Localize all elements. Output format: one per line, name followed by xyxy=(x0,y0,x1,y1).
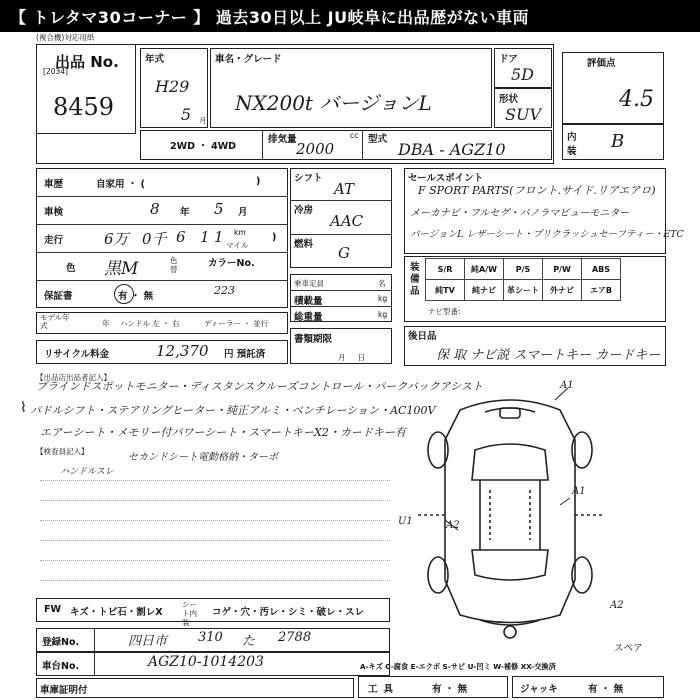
store-note-line-2: パドルシフト・ステアリングヒーター・純正アルミ・ベンチレーション・AC100V xyxy=(30,404,436,417)
sales-point-label: セールスポイント xyxy=(408,173,484,184)
diagram-mark-4: A2 xyxy=(610,600,624,611)
detail-row-line-1 xyxy=(36,196,288,197)
papers-unit: 月日 xyxy=(338,353,377,362)
jack-label: ジャッキ xyxy=(520,684,558,695)
history-close: ) xyxy=(256,176,261,187)
warranty-label: 保証書 xyxy=(44,291,73,302)
color-code-label: カラーNo. xyxy=(208,258,255,269)
middle-line-1 xyxy=(290,200,392,201)
shift-value: AT xyxy=(334,180,355,198)
registration-area: 四日市 xyxy=(128,634,168,649)
sub-note: (複合機)対応用紙 xyxy=(36,33,95,42)
recycle-value: 12,370 xyxy=(156,342,209,360)
inspection-year: 8 xyxy=(150,200,160,218)
lot-label: 出品 No. xyxy=(55,53,119,71)
load-unit: kg xyxy=(378,294,388,303)
chassis-label: 車台No. xyxy=(42,661,80,672)
color-change-label: 色替 xyxy=(170,256,178,274)
mileage-ichi: 1 xyxy=(214,228,224,246)
mileage-close: ) xyxy=(272,232,277,243)
displacement-unit: cc xyxy=(350,131,359,140)
car-damage-diagram xyxy=(400,380,620,642)
fw-label: FW xyxy=(44,604,61,615)
drive-label: 2WD ・ 4WD xyxy=(170,141,237,152)
sales-point-line-3: バージョンL レザーシート・プリクラッシュセーフティー・ETC xyxy=(410,229,684,240)
equip-alloy-wheels: 純A/W xyxy=(465,259,504,280)
store-note-line-4: セカンドシート電動格納・ターボ xyxy=(128,452,278,463)
diagram-mark-3: A2 xyxy=(446,520,460,531)
recycle-label: リサイクル料金 xyxy=(44,349,110,360)
note-line-2 xyxy=(40,500,390,501)
inspection-label: 車検 xyxy=(44,207,64,218)
registration-kana: た xyxy=(242,634,256,649)
lot-box xyxy=(36,44,136,134)
model-year-unit: 年 xyxy=(102,319,110,328)
equip-ext-navi: 外ナビ xyxy=(543,280,582,301)
later-items-value: 保 取 ナビ説 スマートキー カードキー xyxy=(436,348,661,363)
damage-legend: A-キズ C-腐食 E-エクボ S-サビ U-凹ミ W-補修 XX-交換済 xyxy=(360,662,556,671)
navi-model-label: ナビ型番: xyxy=(428,307,461,316)
recycle-unit: 円 預託済 xyxy=(224,349,266,360)
note-line-5 xyxy=(40,560,390,561)
color-value: 黒M xyxy=(104,259,139,279)
note-line-4 xyxy=(40,540,390,541)
equip-sunroof: S/R xyxy=(426,259,465,280)
car-name-box xyxy=(210,48,492,128)
registration-label: 登録No. xyxy=(42,637,80,648)
body-type-label: 形状 xyxy=(499,94,519,105)
note-line-1 xyxy=(40,480,390,481)
banner-text: 【 トレタマ30コーナー 】 過去30日以上 JU岐阜に出品歴がない車両 xyxy=(10,7,530,27)
year-box xyxy=(140,48,208,128)
diagram-mark-1: A1 xyxy=(560,380,574,391)
inspector-notes-label: 【検査員記入】 xyxy=(36,447,89,456)
equip-power-steering: P/S xyxy=(504,259,543,280)
warranty-options: 有 ・ 無 xyxy=(118,291,154,302)
spec-divider-2 xyxy=(362,130,363,160)
inspection-month-unit: 月 xyxy=(238,207,248,218)
detail-row-line-2 xyxy=(36,224,288,225)
displacement-value: 2000 xyxy=(296,140,335,158)
equip-power-windows: P/W xyxy=(543,259,582,280)
year-era: H29 xyxy=(155,77,190,96)
sales-point-line-1: F SPORT PARTS(フロント.サイド.リアエアロ) xyxy=(418,184,656,197)
aircon-value: AAC xyxy=(330,212,364,230)
equip-abs: ABS xyxy=(582,259,621,280)
model-year-label: モデル年式 xyxy=(40,313,70,330)
fuel-value: G xyxy=(338,244,350,262)
capacity-unit: 名 xyxy=(378,279,386,288)
mileage-ju: 1 xyxy=(200,228,210,246)
inspection-month: 5 xyxy=(214,200,224,218)
model-year-dealer: ディーラー ・ 並行 xyxy=(204,319,269,328)
mileage-unit-km: km xyxy=(234,228,246,237)
interior-value: B xyxy=(611,131,625,152)
interior-box xyxy=(562,124,664,160)
garage-cert-label: 車庫証明付 xyxy=(40,685,88,696)
history-label: 車歴 xyxy=(44,179,64,190)
year-label: 年式 xyxy=(145,54,165,65)
inspector-notes-value: ハンドルスレ xyxy=(60,467,114,477)
mileage-hyaku: 6 xyxy=(176,228,186,246)
fw-items: キズ・トビ石・割レX xyxy=(70,607,163,618)
weight-line-1 xyxy=(290,290,392,291)
equipment-table xyxy=(425,258,621,301)
body-type-value: SUV xyxy=(505,105,541,124)
spec-divider-1 xyxy=(262,130,263,160)
car-name-label: 車名・グレード xyxy=(215,54,282,65)
capacity-label: 乗車定員 xyxy=(294,279,324,288)
jack-options: 有 ・ 無 xyxy=(588,684,624,695)
papers-label: 書類期限 xyxy=(294,334,333,345)
registration-class: 310 xyxy=(198,630,223,645)
color-label: 色 xyxy=(66,263,76,274)
registration-number: 2788 xyxy=(278,630,312,645)
gross-weight-unit: kg xyxy=(378,310,388,319)
lot-number: 8459 xyxy=(53,93,115,121)
warranty-circle-mark xyxy=(114,284,134,304)
middle-line-2 xyxy=(290,234,392,235)
diagram-side-note: U1 xyxy=(398,516,413,527)
note-arrow: ⌇ xyxy=(20,400,27,416)
equip-tv: 純TV xyxy=(426,280,465,301)
detail-row-line-4 xyxy=(36,280,288,281)
mileage-label: 走行 xyxy=(44,235,64,246)
chassis-value: AGZ10-1014203 xyxy=(148,654,264,670)
interior-label: 内装 xyxy=(567,132,577,157)
door-box xyxy=(494,48,552,88)
header-banner xyxy=(0,0,700,32)
gross-weight-label: 総重量 xyxy=(294,312,323,323)
seat-items: コゲ・穴・汚レ・シミ・破レ・スレ xyxy=(212,607,365,618)
store-note-line-3: エアーシート・メモリー付パワーシート・スマートキーX2・カードキー有 xyxy=(40,426,406,439)
equip-navi: 純ナビ xyxy=(465,280,504,301)
store-note-line-1: ブラインドスポットモニター・ディスタンスクルーズコントロール・パークバックアシスト xyxy=(36,380,483,393)
car-name-value: NX200t バージョンL xyxy=(235,91,432,115)
equipment-label: 装備品 xyxy=(410,262,420,297)
tools-label: 工具 xyxy=(368,684,400,695)
color-code-value: 223 xyxy=(214,284,235,297)
door-label: ドア xyxy=(499,54,518,65)
inspection-year-unit: 年 xyxy=(180,207,190,218)
tools-options: 有 ・ 無 xyxy=(432,684,468,695)
mileage-sen: 0千 xyxy=(142,230,167,248)
load-label: 積載量 xyxy=(294,296,323,307)
shift-label: シフト xyxy=(294,173,323,184)
note-line-3 xyxy=(40,520,390,521)
body-type-box xyxy=(494,88,552,128)
mileage-man: 6万 xyxy=(104,230,129,248)
rating-value: 4.5 xyxy=(619,87,654,112)
equip-leather: 革シート xyxy=(504,280,543,301)
door-value: 5D xyxy=(511,65,535,84)
year-month-unit: 月 xyxy=(199,116,207,125)
aircon-label: 冷房 xyxy=(294,205,314,216)
history-options: 自家用 ・ ( xyxy=(96,179,145,190)
year-month: 5 xyxy=(181,105,192,124)
rating-label: 評価点 xyxy=(587,58,616,69)
seat-label: シート内装 xyxy=(182,600,197,627)
model-year-handle: ハンドル 左 ・ 右 xyxy=(120,319,180,328)
detail-row-line-3 xyxy=(36,252,288,253)
rating-box xyxy=(562,52,664,124)
displacement-label: 排気量 xyxy=(268,134,297,145)
fuel-label: 燃料 xyxy=(294,239,314,250)
note-line-6 xyxy=(40,580,390,581)
spare-label: スペア xyxy=(614,643,643,654)
later-items-label: 後日品 xyxy=(408,331,437,342)
store-notes-label: 【出品店出品者記入】 xyxy=(36,373,111,382)
diagram-mark-2: A1 xyxy=(572,486,586,497)
mileage-unit-mile: マイル xyxy=(226,241,249,250)
lot-tag: [2034] xyxy=(43,67,68,76)
sales-point-line-2: メーカナビ・フルセグ・パノラマビューモニター xyxy=(410,208,630,219)
equip-airbag: エアB xyxy=(582,280,621,301)
model-value: DBA - AGZ10 xyxy=(398,140,506,159)
model-label: 型式 xyxy=(368,134,388,145)
